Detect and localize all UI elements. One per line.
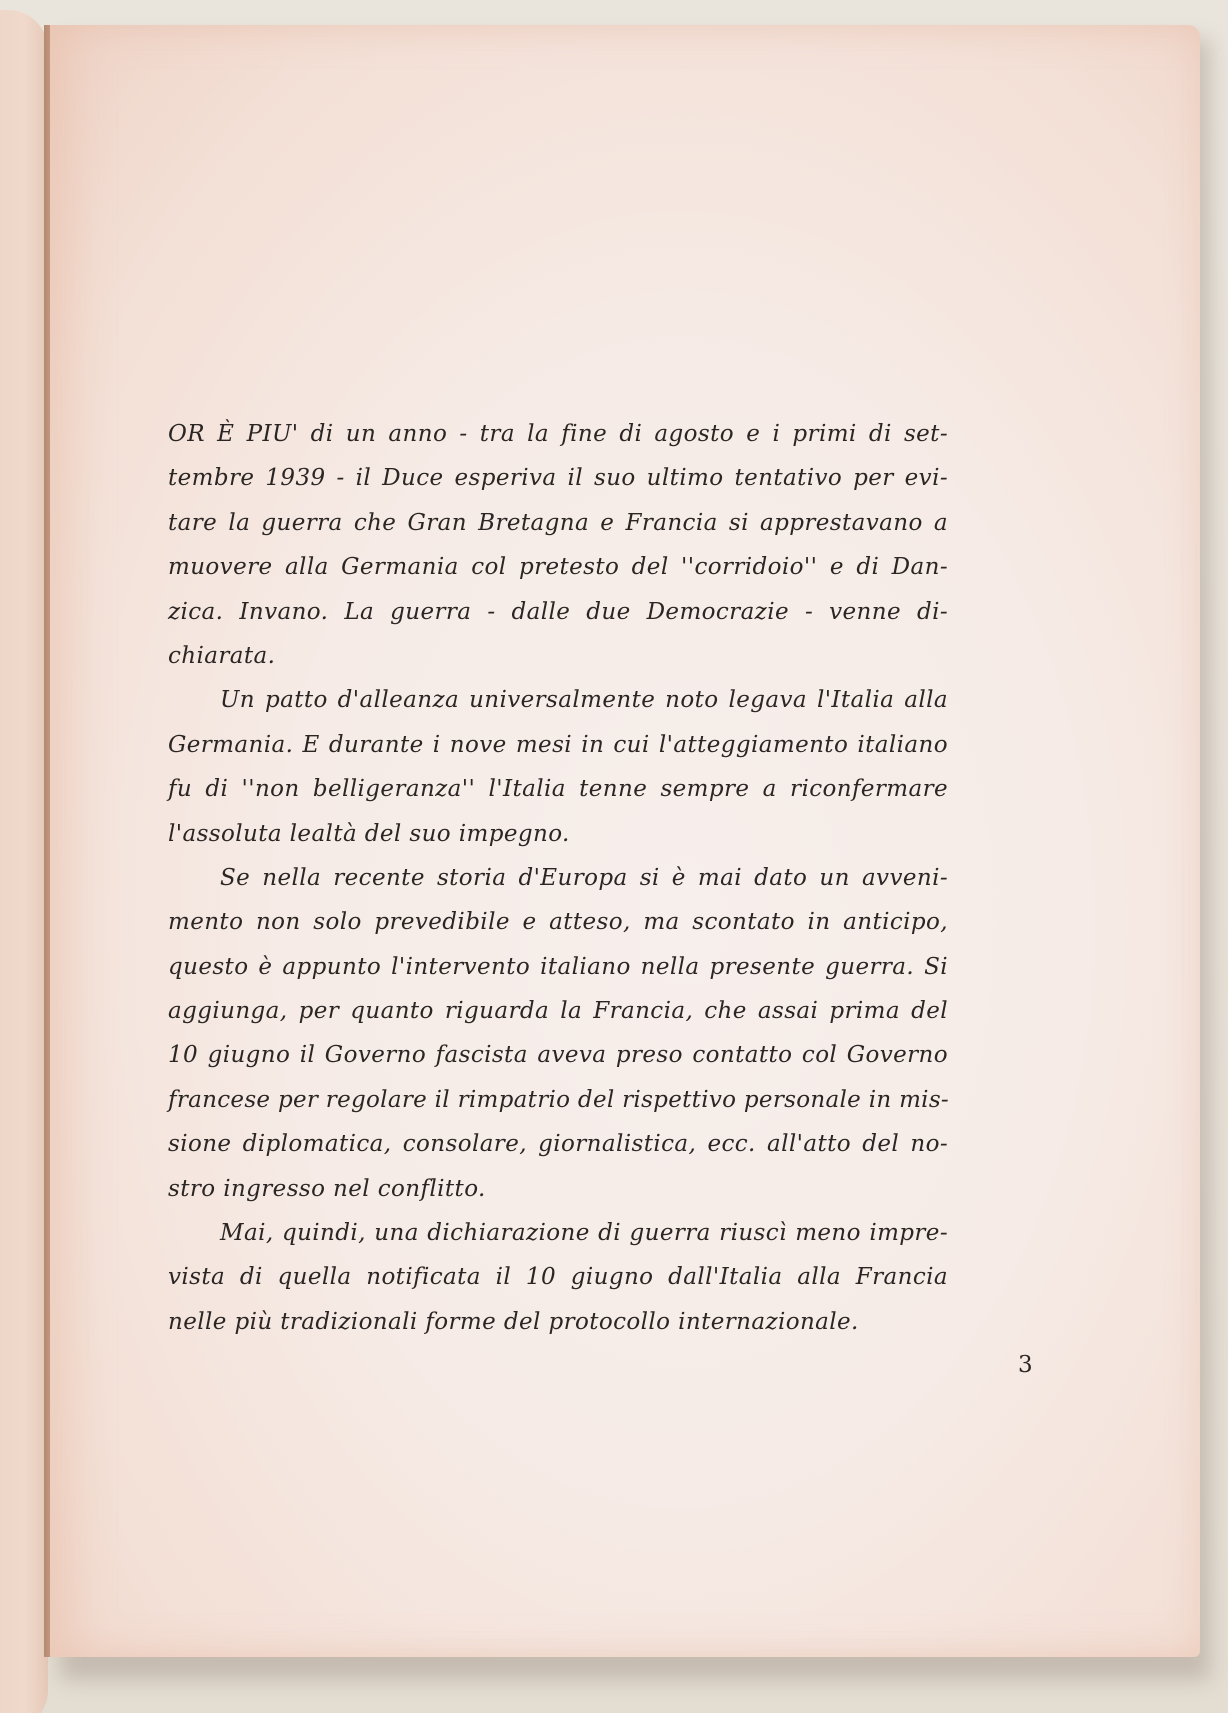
text-line: muovere alla Germania col pretesto del ''corridoio'' e di Dan- <box>168 554 948 581</box>
text-line: aggiunga, per quanto riguarda la Francia, che assai prima del <box>168 998 948 1025</box>
text-line: sione diplomatica, consolare, giornalistica, ecc. all'atto del no- <box>168 1131 948 1158</box>
text-line: fu di ''non belligeranza'' l'Italia tenne sempre a riconfermare <box>168 776 948 803</box>
text-line: Germania. E durante i nove mesi in cui l'atteggiamento italiano <box>168 731 948 758</box>
text-line: mento non solo prevedibile e atteso, ma scontato in anticipo, <box>168 909 948 936</box>
text-line: l'assoluta lealtà del suo impegno. <box>168 820 570 847</box>
paragraph-4 <box>168 1211 948 1344</box>
page-number: 3 <box>1018 1352 1033 1378</box>
text-line: 10 giugno il Governo fascista aveva preso contatto col Governo <box>168 1042 948 1069</box>
text-line: chiarata. <box>168 642 276 669</box>
text-line: questo è appunto l'intervento italiano nella presente guerra. Si <box>168 953 948 980</box>
text-line: vista di quella notificata il 10 giugno dall'Italia alla Francia <box>168 1264 948 1291</box>
paragraph-2 <box>168 678 948 856</box>
text-line: nelle più tradizionali forme del protocollo internazionale. <box>168 1308 859 1335</box>
text-line: OR È PIU' di un anno - tra la fine di agosto e i primi di set- <box>168 421 948 447</box>
body-text <box>168 412 948 1344</box>
previous-page-edge <box>0 10 48 1713</box>
text-line: stro ingresso nel conflitto. <box>168 1175 486 1202</box>
text-line: Se nella recente storia d'Europa si è mai dato un avveni- <box>220 864 948 891</box>
paragraph-1 <box>168 412 948 678</box>
text-line: tembre 1939 - il Duce esperiva il suo ultimo tentativo per evi- <box>168 465 948 492</box>
paragraph-3 <box>168 856 948 1211</box>
text-line: zica. Invano. La guerra - dalle due Democrazie - venne di- <box>168 598 948 625</box>
text-line: tare la guerra che Gran Bretagna e Francia si apprestavano a <box>168 509 948 536</box>
text-line: Mai, quindi, una dichiarazione di guerra riuscì meno impre- <box>220 1220 948 1247</box>
text-line: francese per regolare il rimpatrio del rispettivo personale in mis- <box>168 1086 950 1113</box>
text-line: Un patto d'alleanza universalmente noto legava l'Italia alla <box>220 687 948 714</box>
